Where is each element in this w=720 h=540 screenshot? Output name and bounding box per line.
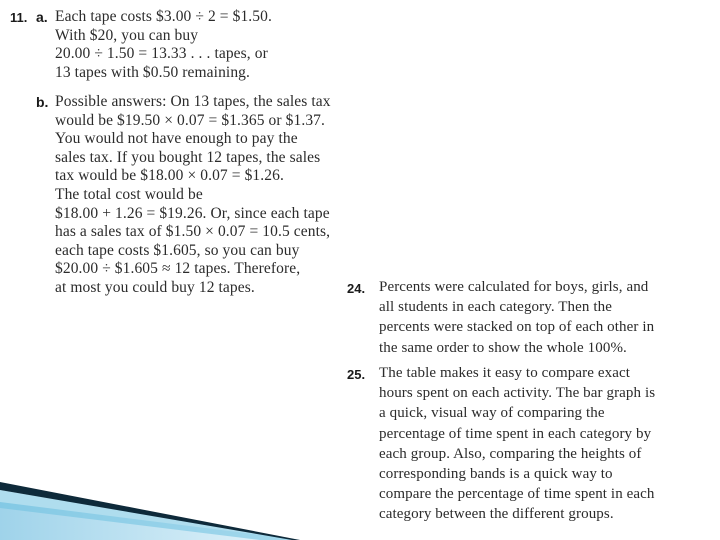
text-line: compare the percentage of time spent in each [379,486,655,503]
text-line: corresponding bands is a quick way to [379,466,613,483]
text-line: has a sales tax of $1.50 × 0.07 = 10.5 cents, [55,223,331,241]
text-line: 13 tapes with $0.50 remaining. [55,63,250,81]
text-line: each group. Also, comparing the heights of [379,445,642,462]
text-line: 20.00 ÷ 1.50 = 13.33 . . . tapes, or [55,45,268,63]
text-line: tax would be $18.00 × 0.07 = $1.26. [55,167,284,185]
swoosh-mid-band [0,490,300,540]
text-line: each tape costs $1.605, so you can buy [55,241,300,259]
text-line: Possible answers: On 13 tapes, the sales tax [55,93,331,110]
text-line: would be $19.50 × 0.07 = $1.365 or $1.37. [55,111,325,129]
text-line: percentage of time spent in each category by [379,425,652,442]
question-25-number: 25. [347,367,366,382]
text-line: hours spent on each activity. The bar graph is [379,385,656,402]
question-11a-label: a. [36,9,48,25]
text-line: $20.00 ÷ $1.605 ≈ 12 tapes. Therefore, [55,260,301,278]
text-line: The total cost would be [55,185,203,203]
question-11a-text [55,8,272,82]
text-line: category between the different groups. [379,506,614,523]
text-line: the same order to show the whole 100%. [379,339,627,356]
question-24-number: 24. [347,281,366,296]
text-line: at most you could buy 12 tapes. [55,278,255,296]
question-11-number: 11. [10,10,28,25]
text-line: Each tape costs $3.00 ÷ 2 = $1.50. [55,8,272,25]
text-line: The table makes it easy to compare exact [379,365,630,381]
text-line: $18.00 + 1.26 = $19.26. Or, since each tape [55,204,330,222]
question-11b-label: b. [36,94,49,110]
question-25-text [379,363,655,525]
text-line: You would not have enough to pay the [55,130,298,148]
swoosh-light-band [0,502,300,540]
question-11b-text [55,93,331,298]
text-line: With $20, you can buy [55,26,199,44]
text-line: percents were stacked on top of each other in [379,319,655,336]
swoosh-dark-band [0,482,300,540]
text-line: all students in each category. Then the [379,299,612,316]
question-24-text [379,277,654,358]
text-line: sales tax. If you bought 12 tapes, the sales [55,148,321,166]
text-line: a quick, visual way of comparing the [379,405,605,422]
text-line: Percents were calculated for boys, girls, and [379,279,649,295]
